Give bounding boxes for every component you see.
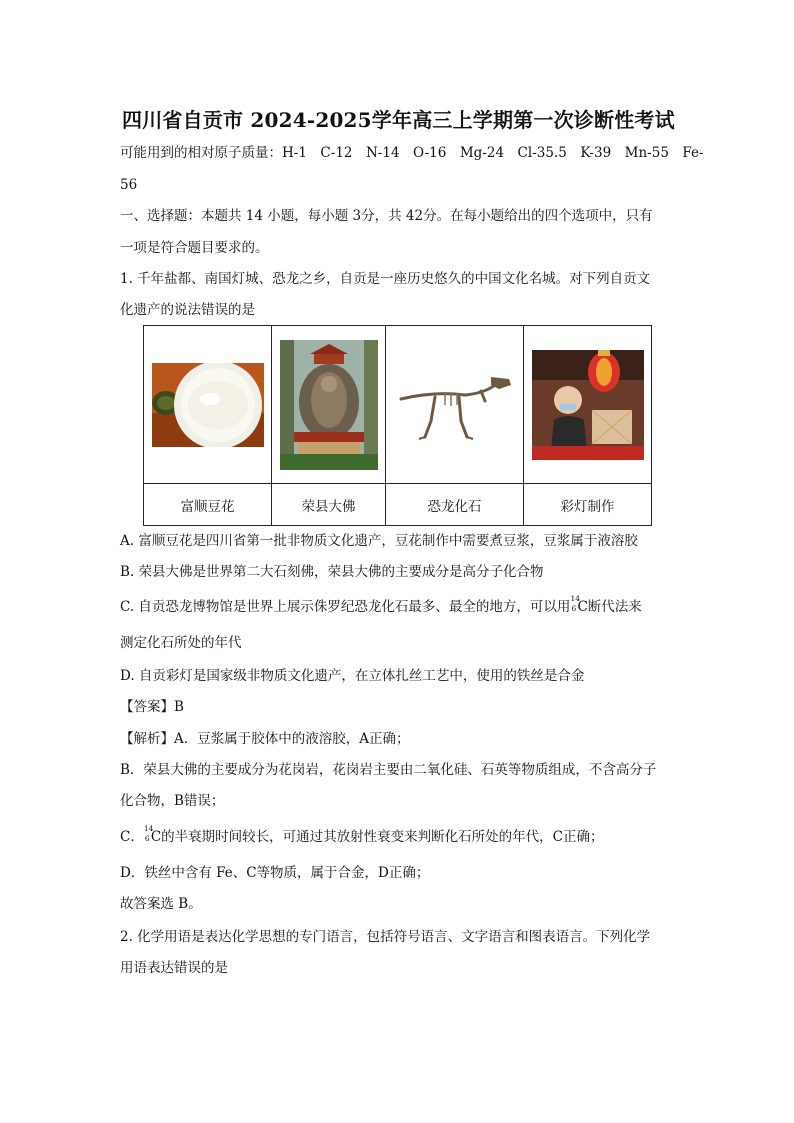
isotope-atomic-number: 6 bbox=[144, 834, 150, 843]
analysis-b: B．荣县大佛的主要成分为花岗岩，花岗岩主要由二氧化硅、石英等物质组成，不含高分子 bbox=[120, 762, 657, 778]
image-cell-lantern bbox=[524, 326, 652, 484]
section-heading-cont: 一项是符合题目要求的。 bbox=[120, 240, 269, 256]
culture-image-table bbox=[143, 325, 652, 526]
option-c-text: C. 自贡恐龙博物馆是世界上展示侏罗纪恐龙化石最多、最全的地方，可以用 bbox=[120, 599, 571, 615]
isotope-atomic-number: 6 bbox=[571, 604, 577, 613]
carbon-14-isotope bbox=[570, 594, 580, 613]
analysis-d: D．铁丝中含有 Fe、C等物质，属于合金，D正确； bbox=[120, 865, 430, 881]
rongxian-giant-buddha-icon bbox=[280, 340, 378, 470]
option-b: B. 荣县大佛是世界第二大石刻佛，荣县大佛的主要成分是高分子化合物 bbox=[120, 564, 544, 580]
answer: 【答案】B bbox=[120, 699, 184, 715]
option-c bbox=[120, 594, 642, 617]
image-cell-buddha bbox=[272, 326, 386, 484]
question-2-stem-cont: 用语表达错误的是 bbox=[120, 960, 228, 976]
option-a: A. 富顺豆花是四川省第一批非物质文化遗产，豆花制作中需要煮豆浆，豆浆属于液溶胶 bbox=[120, 533, 638, 549]
question-2-stem: 2. 化学用语是表达化学思想的专门语言，包括符号语言、文字语言和图表语言。下列化学 bbox=[120, 929, 651, 945]
option-c-cont: 测定化石所处的年代 bbox=[120, 635, 242, 651]
analysis-b-cont: 化合物，B错误； bbox=[120, 793, 225, 809]
isotope-mass: 14 bbox=[570, 594, 580, 603]
analysis-a: 【解析】A．豆浆属于胶体中的液溶胶，A正确； bbox=[120, 731, 410, 747]
analysis-c bbox=[120, 824, 604, 847]
analysis-c-text: C的半衰期时间较长，可通过其放射性衰变来判断化石所处的年代，C正确； bbox=[150, 829, 604, 845]
option-c-text-end: C断代法来 bbox=[577, 599, 642, 615]
atomic-mass-line-cont: 56 bbox=[120, 177, 138, 193]
section-heading: 一、选择题：本题共 14 小题，每小题 3分，共 42分。在每小题给出的四个选项中，只有 bbox=[120, 208, 653, 224]
page-title: 四川省自贡市 2024-2025学年高三上学期第一次诊断性考试 bbox=[122, 108, 675, 132]
caption-lantern: 彩灯制作 bbox=[524, 484, 652, 526]
image-cell-tofu bbox=[144, 326, 272, 484]
tofu-pudding-bowl-icon bbox=[152, 363, 264, 447]
image-cell-dinosaur bbox=[386, 326, 524, 484]
question-1-stem-cont: 化遗产的说法错误的是 bbox=[120, 302, 255, 318]
option-d: D. 自贡彩灯是国家级非物质文化遗产，在立体扎丝工艺中，使用的铁丝是合金 bbox=[120, 668, 585, 684]
caption-dinosaur: 恐龙化石 bbox=[386, 484, 524, 526]
atomic-mass-line: 可能用到的相对原子质量：H-1 C-12 N-14 O-16 Mg-24 Cl-35.5 K-39 Mn-55 Fe- bbox=[120, 145, 704, 161]
conclusion: 故答案选 B。 bbox=[120, 896, 202, 912]
lantern-making-icon bbox=[532, 350, 644, 460]
analysis-c-label: C． bbox=[120, 829, 144, 845]
caption-tofu: 富顺豆花 bbox=[144, 484, 272, 526]
carbon-14-isotope bbox=[143, 824, 154, 843]
dinosaur-fossil-icon bbox=[395, 365, 515, 445]
caption-buddha: 荣县大佛 bbox=[272, 484, 386, 526]
question-1-stem: 1. 千年盐都、南国灯城、恐龙之乡，自贡是一座历史悠久的中国文化名城。对下列自贡文 bbox=[120, 271, 651, 287]
isotope-mass: 14 bbox=[143, 824, 154, 833]
